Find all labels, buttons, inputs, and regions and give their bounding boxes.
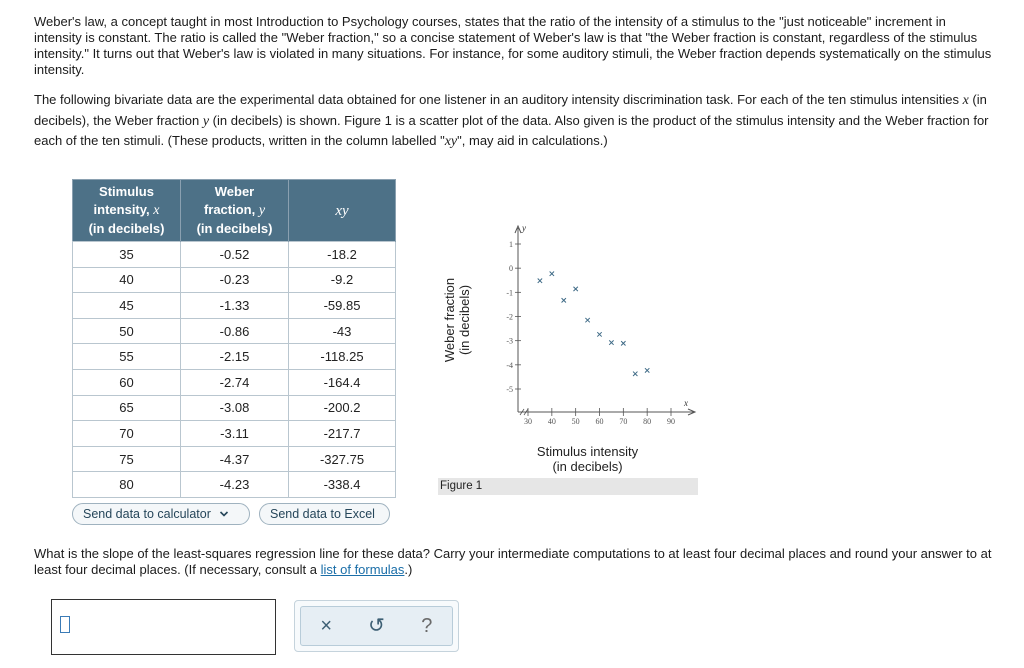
x-tick-label: 90 [667,417,675,426]
data-point [645,368,649,372]
y-axis-variable: y [522,223,526,233]
figure-caption: Figure 1 [438,478,698,495]
table-header-row [73,180,396,242]
answer-input[interactable] [51,599,276,655]
cell-xy: -43 [289,318,396,344]
y-tick-label: -3 [506,336,513,346]
table-row [73,446,396,472]
table-row [73,344,396,370]
cell-weber-fraction: -4.23 [181,472,289,498]
cell-weber-fraction: -2.74 [181,369,289,395]
data-point [538,279,542,283]
cell-xy: -200.2 [289,395,396,421]
y-tick-label: -5 [506,385,513,394]
header-weber-fraction: Weber fraction, y (in decibels) [181,180,289,242]
y-tick-label: -4 [506,360,513,370]
list-of-formulas-link[interactable]: list of formulas [320,562,405,577]
data-point [609,340,613,344]
cell-xy: -118.25 [289,344,396,370]
plot-points [538,272,650,376]
y-axis-title: Weber fraction (in decibels) [442,277,472,363]
input-cursor [60,616,70,633]
cell-stimulus-intensity: 45 [73,293,181,319]
table-row [73,395,396,421]
cell-weber-fraction: -2.15 [181,344,289,370]
cell-stimulus-intensity: 60 [73,369,181,395]
y-tick-label: -2 [506,312,513,322]
cell-xy: -18.2 [289,242,396,268]
data-point [597,332,601,336]
cell-xy: -327.75 [289,446,396,472]
table-row [73,421,396,447]
header-xy: xy [289,180,396,242]
send-to-calculator-label: Send data to calculator [83,507,211,521]
cell-weber-fraction: -0.52 [181,242,289,268]
cell-weber-fraction: -0.23 [181,267,289,293]
cell-stimulus-intensity: 75 [73,446,181,472]
undo-icon[interactable]: ↺ [368,615,385,637]
send-to-excel-label: Send data to Excel [270,507,375,521]
cell-xy: -59.85 [289,293,396,319]
y-tick-label: -1 [506,288,513,298]
data-point [633,372,637,376]
cell-xy: -217.7 [289,421,396,447]
table-row [73,267,396,293]
plot-axes [506,223,695,426]
cell-stimulus-intensity: 65 [73,395,181,421]
send-to-calculator-button[interactable] [72,503,250,525]
x-axis-title: Stimulus intensity (in decibels) [536,444,639,474]
x-tick-label: 60 [595,417,604,426]
x-tick-label: 50 [571,417,580,426]
y-tick-label: 1 [509,240,513,249]
cell-stimulus-intensity: 40 [73,267,181,293]
x-tick-label: 70 [619,417,628,426]
data-point [621,341,625,345]
y-tick-label: 0 [509,264,513,274]
cell-stimulus-intensity: 70 [73,421,181,447]
intro-paragraph-1: Weber's law, a concept taught in most Introduction to Psychology courses, states that the ratio of the intensity of a stimulus to the "just noticeable" increment in intensity is constant. The ratio is called the "Weber fraction," so a concise statement of Weber's law is that "the Weber fraction is constant, regardless of the stimulus intensity." It turns out that Weber's law is violated in many situations. For instance, for some auditory stimuli, the Weber fraction depends systematically on the stimulus intensity. [34,14,992,77]
table-row [73,369,396,395]
question-text: What is the slope of the least-squares regression line for these data? Carry your intermediate computations to at least four decimal places and round your answer to at least four decimal places. (If necessary, consult a list of formulas.) [34,546,992,577]
x-tick-label: 30 [524,417,532,426]
data-point [585,318,589,322]
table-body [73,242,396,498]
cell-stimulus-intensity: 55 [73,344,181,370]
x-tick-label: 40 [547,417,556,426]
cell-weber-fraction: -4.37 [181,446,289,472]
send-to-excel-button[interactable] [259,503,390,525]
cell-weber-fraction: -1.33 [181,293,289,319]
table-row [73,293,396,319]
data-point [573,287,577,291]
table-row [73,242,396,268]
cell-xy: -338.4 [289,472,396,498]
help-icon[interactable]: ? [421,615,433,637]
table-row [73,472,396,498]
cell-stimulus-intensity: 50 [73,318,181,344]
x-tick-label: 80 [643,417,652,426]
cell-weber-fraction: -0.86 [181,318,289,344]
cell-stimulus-intensity: 80 [73,472,181,498]
cell-weber-fraction: -3.08 [181,395,289,421]
x-axis-variable: x [684,398,688,408]
cell-weber-fraction: -3.11 [181,421,289,447]
cell-xy: -9.2 [289,267,396,293]
cell-stimulus-intensity: 35 [73,242,181,268]
chevron-down-icon [219,509,229,519]
clear-icon[interactable]: × [320,615,332,637]
table-row [73,318,396,344]
intro-paragraph-2: The following bivariate data are the experimental data obtained for one listener in an auditory intensity discrimination task. For each of the ten stimulus intensities x (in decibels), the Weber fraction y (in decibels) is shown. Figure 1 is a scatter plot of the data. Also given is the product of the stimulus intensity and the Weber fraction for each of the ten stimuli. (These products, written in the column labelled "xy", may aid in calculations.) [34,92,989,149]
data-point [562,298,566,302]
header-stimulus-intensity: Stimulus intensity, x (in decibels) [73,180,181,242]
answer-tools [294,600,459,652]
data-point [550,272,554,276]
cell-xy: -164.4 [289,369,396,395]
data-table [72,179,396,498]
